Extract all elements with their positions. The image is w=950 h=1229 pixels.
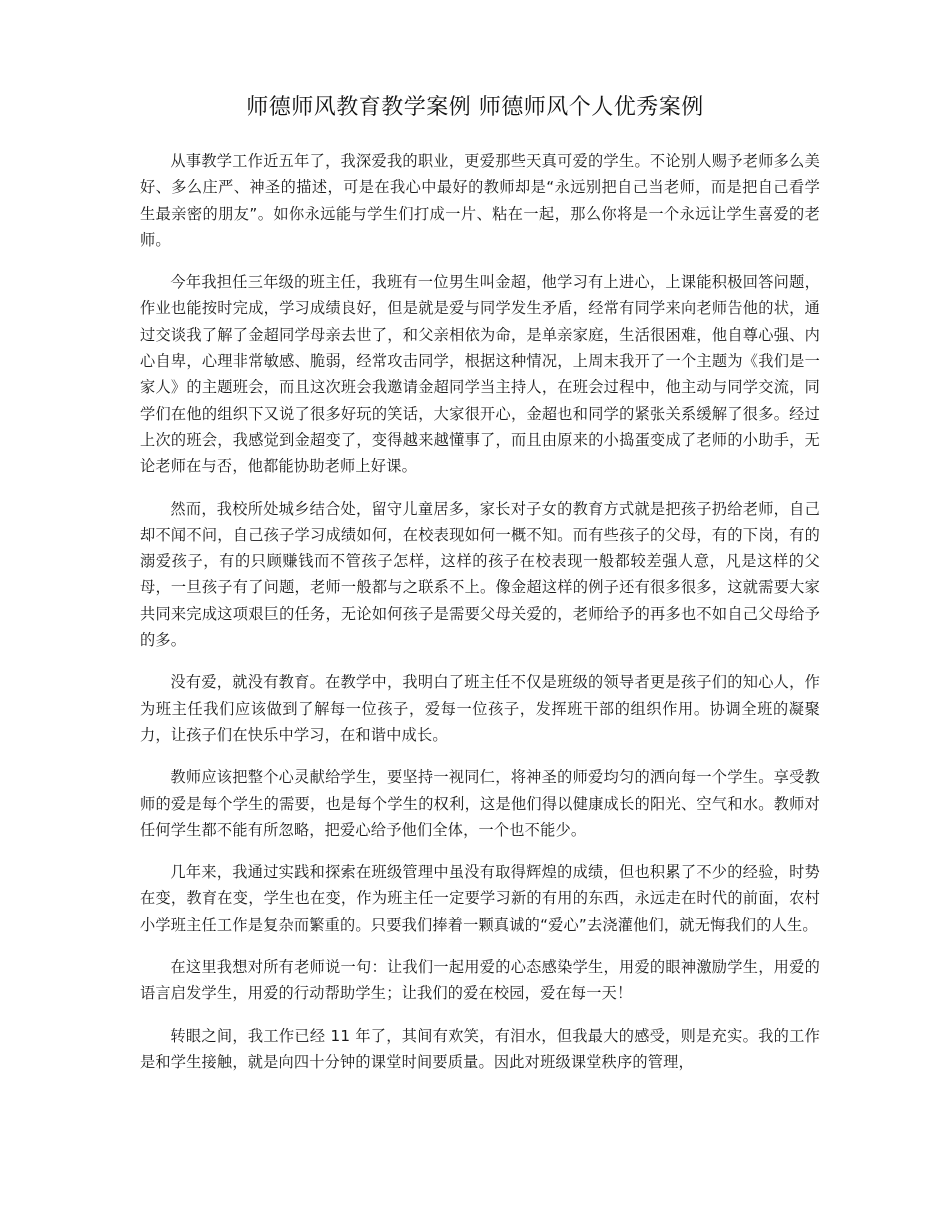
paragraph-2: 今年我担任三年级的班主任，我班有一位男生叫金超，他学习有上进心，上课能积极回答问题，作业也能按时完成，学习成绩良好，但是就是爱与同学发生矛盾，经常有同学来向老师告他的状，通过交谈我了解了金超同学母亲去世了，和父亲相依为命，是单亲家庭，生活很困难，他自尊心强、内心自卑，心理非常敏感、脆弱，经常攻击同学，根据这种情况，上周末我开了一个主题为《我们是一家人》的主题班会，而且这次班会我邀请金超同学当主持人，在班会过程中，他主动与同学交流，同学们在他的组织下又说了很多好玩的笑话，大家很开心，金超也和同学的紧张关系缓解了很多。经过上次的班会，我感觉到金超变了，变得越来越懂事了，而且由原来的小捣蛋变成了老师的小助手，无论老师在与否，他都能协助老师上好课。	[140, 273, 820, 476]
paragraph-4: 没有爱，就没有教育。在教学中，我明白了班主任不仅是班级的领导者更是孩子们的知心人，作为班主任我们应该做到了解每一位孩子，爱每一位孩子，发挥班干部的组织作用。协调全班的凝聚力，让孩子们在快乐中学习，在和谐中成长。	[140, 673, 820, 744]
paragraph-5: 教师应该把整个心灵献给学生，要坚持一视同仁，将神圣的师爱均匀的洒向每一个学生。享受教师的爱是每个学生的需要，也是每个学生的权利，这是他们得以健康成长的阳光、空气和水。教师对任何学生都不能有所忽略，把爱心给予他们全体，一个也不能少。	[140, 768, 820, 839]
paragraph-3: 然而，我校所处城乡结合处，留守儿童居多，家长对子女的教育方式就是把孩子扔给老师，自己却不闻不问，自己孩子学习成绩如何，在校表现如何一概不知。而有些孩子的父母，有的下岗，有的溺爱孩子，有的只顾赚钱而不管孩子怎样，这样的孩子在校表现一般都较差强人意，凡是这样的父母，一旦孩子有了问题，老师一般都与之联系不上。像金超这样的例子还有很多很多，这就需要大家共同来完成这项艰巨的任务，无论如何孩子是需要父母关爱的，老师给予的再多也不如自己父母给予的多。	[140, 499, 820, 650]
paragraph-8: 转眼之间，我工作已经 11 年了，其间有欢笑，有泪水，但我最大的感受，则是充实。我的工作是和学生接触，就是向四十分钟的课堂时间要质量。因此对班级课堂秩序的管理，	[140, 1026, 820, 1071]
document-body	[140, 148, 820, 1091]
document-title: 师德师风教育教学案例 师德师风个人优秀案例	[246, 95, 704, 120]
paragraph-6: 几年来，我通过实践和探索在班级管理中虽没有取得辉煌的成绩，但也积累了不少的经验，时势在变，教育在变，学生也在变，作为班主任一定要学习新的有用的东西，永远走在时代的前面，农村小学班主任工作是复杂而繁重的。只要我们捧着一颗真诚的“爱心”去浇灌他们，就无悔我们的人生。	[140, 863, 820, 934]
paragraph-7: 在这里我想对所有老师说一句：让我们一起用爱的心态感染学生，用爱的眼神激励学生，用爱的语言启发学生，用爱的行动帮助学生；让我们的爱在校园，爱在每一天！	[140, 958, 820, 1003]
paragraph-1: 从事教学工作近五年了，我深爱我的职业，更爱那些天真可爱的学生。不论别人赐予老师多么美好、多么庄严、神圣的描述，可是在我心中最好的教师却是“永远别把自己当老师，而是把自己看学生最亲密的朋友”。如你永远能与学生们打成一片、粘在一起，那么你将是一个永远让学生喜爱的老师。	[140, 152, 820, 249]
